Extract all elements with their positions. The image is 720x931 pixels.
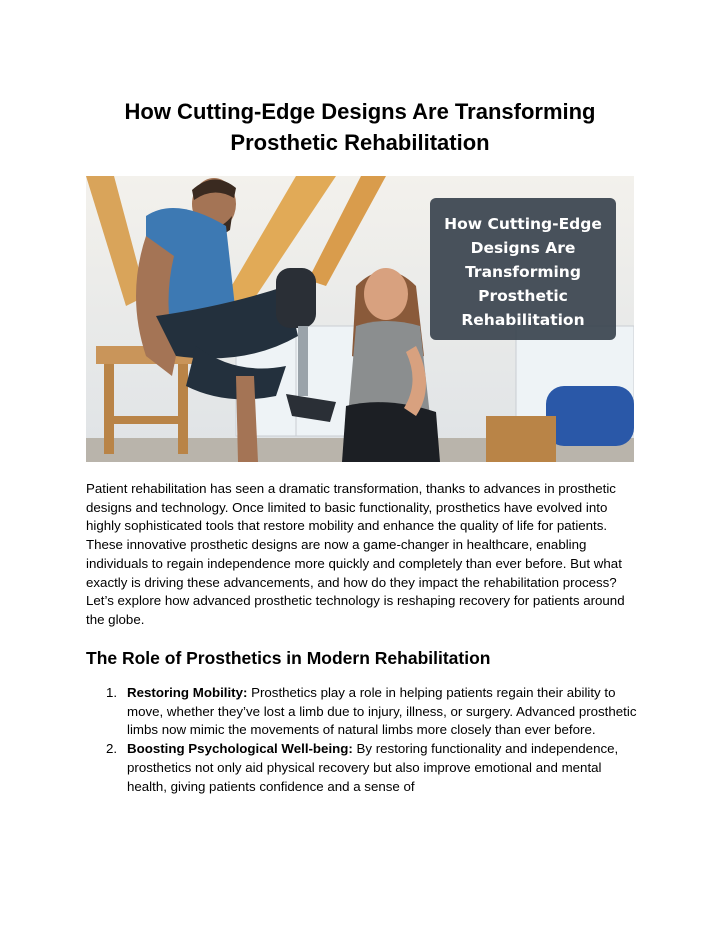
list-item-title: Boosting Psychological Well-being:: [127, 741, 353, 757]
article-title-line-1: How Cutting-Edge Designs Are Transforming: [124, 99, 596, 124]
overlay-line: Prosthetic: [478, 287, 568, 305]
intro-paragraph: Patient rehabilitation has seen a dramatic transformation, thanks to advances in prosthetic designs and technology. Once limited to basic functionality, prosthetics have evolved into highly sophisticated tools that restore mobility and enhance the quality of life for patients. These innovative prosthetic designs are now a game-changer in healthcare, enabling individuals to regain independence more quickly and completely than ever before. But what exactly is driving these advancements, and how do they impact the rehabilitation process? Let’s explore how advanced prosthetic technology is reshaping recovery for patients around the globe.: [86, 481, 625, 627]
section-heading: The Role of Prosthetics in Modern Rehabilitation: [86, 648, 491, 668]
article-title-line-2: Prosthetic Rehabilitation: [230, 130, 490, 155]
list-item-number: 2.: [106, 741, 118, 757]
hero-image: [86, 176, 634, 462]
list-item-title: Restoring Mobility:: [127, 685, 248, 700]
list-item-text: Prosthetics play a role in helping patients regain their ability to move, whether they’ve lost a limb due to injury, illness, or surgery. Advanced prosthetic limbs now mimic the movements of natural limbs more closely than ever before.: [127, 685, 637, 738]
list-item: [86, 684, 638, 740]
list-item: [86, 740, 638, 796]
overlay-line: Transforming: [465, 263, 581, 281]
overlay-line: Designs Are: [470, 239, 576, 257]
overlay-line: Rehabilitation: [461, 311, 585, 329]
image-title-overlay: [430, 198, 616, 340]
article-title: [60, 96, 660, 158]
overlay-line: How Cutting-Edge: [444, 215, 602, 233]
benefits-list: [86, 684, 638, 796]
rehab-equipment: [546, 386, 634, 446]
list-item-text: By restoring functionality and independence, prosthetics not only aid physical recovery but also improve emotional and mental health, giving patients confidence and a sense of: [127, 741, 619, 794]
hero-photo-illustration: [86, 176, 634, 462]
list-item-number: 1.: [106, 685, 118, 700]
